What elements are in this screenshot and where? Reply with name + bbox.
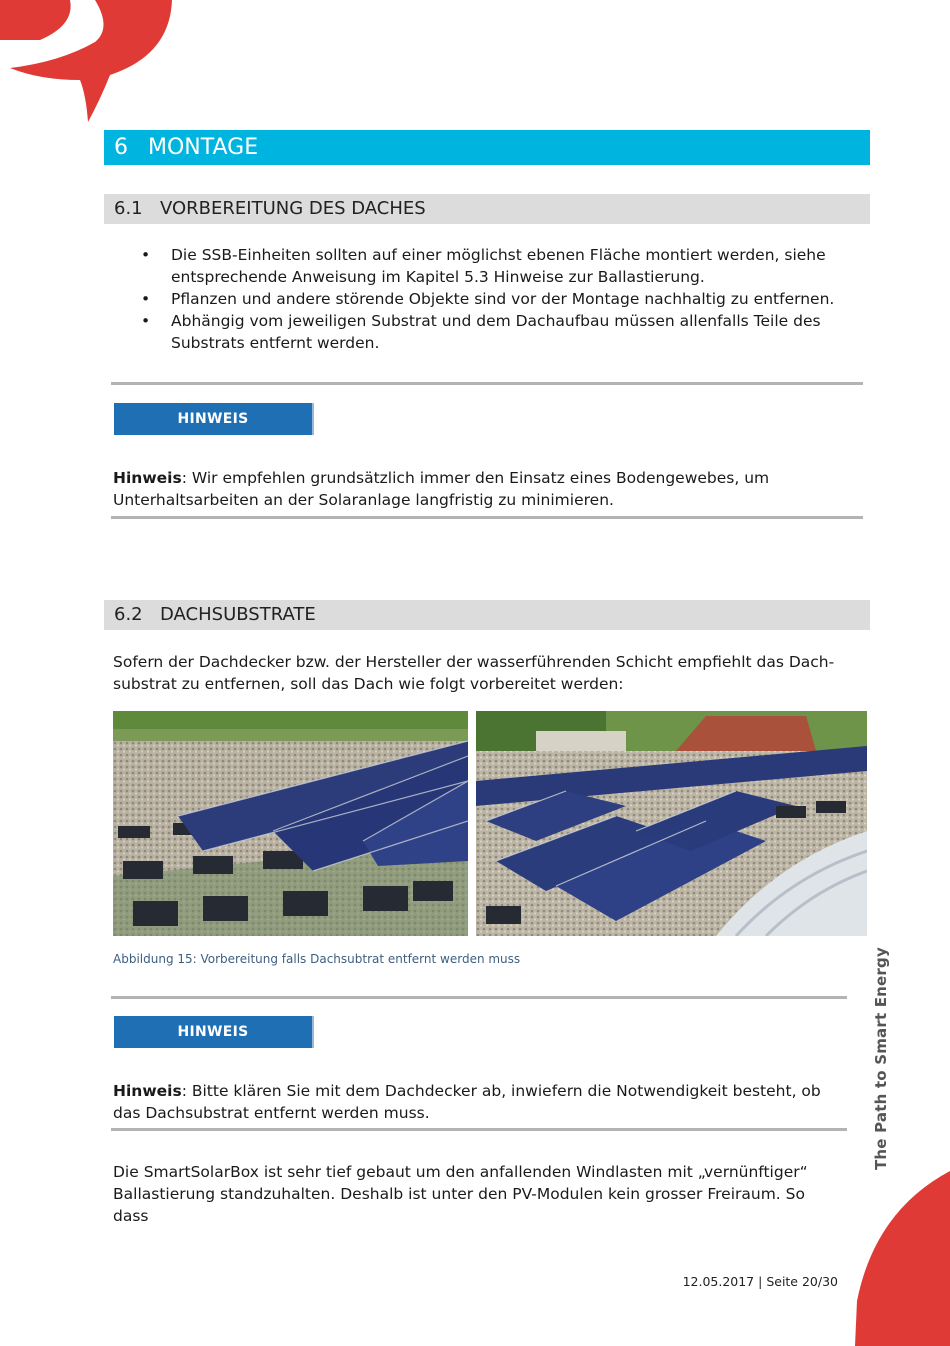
footer-separator: | bbox=[754, 1274, 767, 1289]
brand-corner-shape bbox=[855, 1171, 950, 1346]
section-number: 6 bbox=[114, 135, 128, 160]
hinweis-label: Hinweis bbox=[113, 469, 182, 487]
hinweis-note bbox=[113, 467, 843, 511]
brand-slogan: The Path to Smart Energy bbox=[872, 947, 890, 1170]
subsection-heading-6-2 bbox=[104, 600, 870, 630]
subsection-title: DACHSUBSTRATE bbox=[160, 604, 316, 625]
list-item: • Die SSB-Einheiten sollten auf einer möglichst ebenen Fläche montiert werden, siehe entsprechende Anweisung im Kapitel 5.3 Hinweise zur Ballastierung. bbox=[113, 244, 843, 288]
list-item: • Abhängig vom jeweiligen Substrat und dem Dachaufbau müssen allenfalls Teile des Substrats entfernt werden. bbox=[113, 310, 843, 354]
section-heading bbox=[104, 130, 870, 165]
roof-photo-left bbox=[113, 711, 468, 936]
subsection-title: VORBEREITUNG DES DACHES bbox=[160, 198, 426, 219]
list-item: • Pflanzen und andere störende Objekte sind vor der Montage nachhaltig zu entfernen. bbox=[113, 288, 843, 310]
divider bbox=[111, 996, 847, 999]
brand-logo bbox=[0, 0, 180, 125]
divider bbox=[111, 1128, 847, 1131]
hinweis-note bbox=[113, 1080, 843, 1124]
roof-photo-right bbox=[476, 711, 867, 936]
closing-paragraph: Die SmartSolarBox ist sehr tief gebaut um den anfallenden Windlasten mit „vernünftiger“ Ballastierung standzuhalten. Deshalb ist unter den PV-Modulen kein grosser Freiraum. So dass bbox=[113, 1163, 808, 1225]
section-title: MONTAGE bbox=[148, 135, 259, 160]
divider bbox=[111, 516, 863, 519]
hinweis-text: : Wir empfehlen grundsätzlich immer den Einsatz eines Bodengewebes, um Unterhaltsarbeiten an der Solaranlage langfristig zu minimieren. bbox=[113, 469, 770, 509]
divider bbox=[111, 382, 863, 385]
hinweis-text: : Bitte klären Sie mit dem Dachdecker ab, inwiefern die Notwendigkeit besteht, ob das Dachsubstrat entfernt werden muss. bbox=[113, 1082, 821, 1122]
subsection-heading-6-1 bbox=[104, 194, 870, 224]
footer-date: 12.05.2017 bbox=[682, 1274, 755, 1289]
subsection-number: 6.1 bbox=[114, 198, 143, 219]
hinweis-badge: HINWEIS bbox=[114, 1016, 314, 1048]
intro-paragraph: Sofern der Dachdecker bzw. der Hersteller der wasserführenden Schicht empfiehlt das Dach-substrat zu entfernen, soll das Dach wie folgt vorbereitet werden: bbox=[113, 653, 835, 693]
figure-caption: Abbildung 15: Vorbereitung falls Dachsubtrat entfernt werden muss bbox=[113, 952, 521, 966]
page-footer bbox=[683, 1274, 838, 1289]
footer-page-number: Seite 20/30 bbox=[766, 1274, 838, 1289]
hinweis-label: Hinweis bbox=[113, 1082, 182, 1100]
subsection-number: 6.2 bbox=[114, 604, 143, 625]
preparation-list bbox=[113, 244, 843, 354]
hinweis-badge: HINWEIS bbox=[114, 403, 314, 435]
